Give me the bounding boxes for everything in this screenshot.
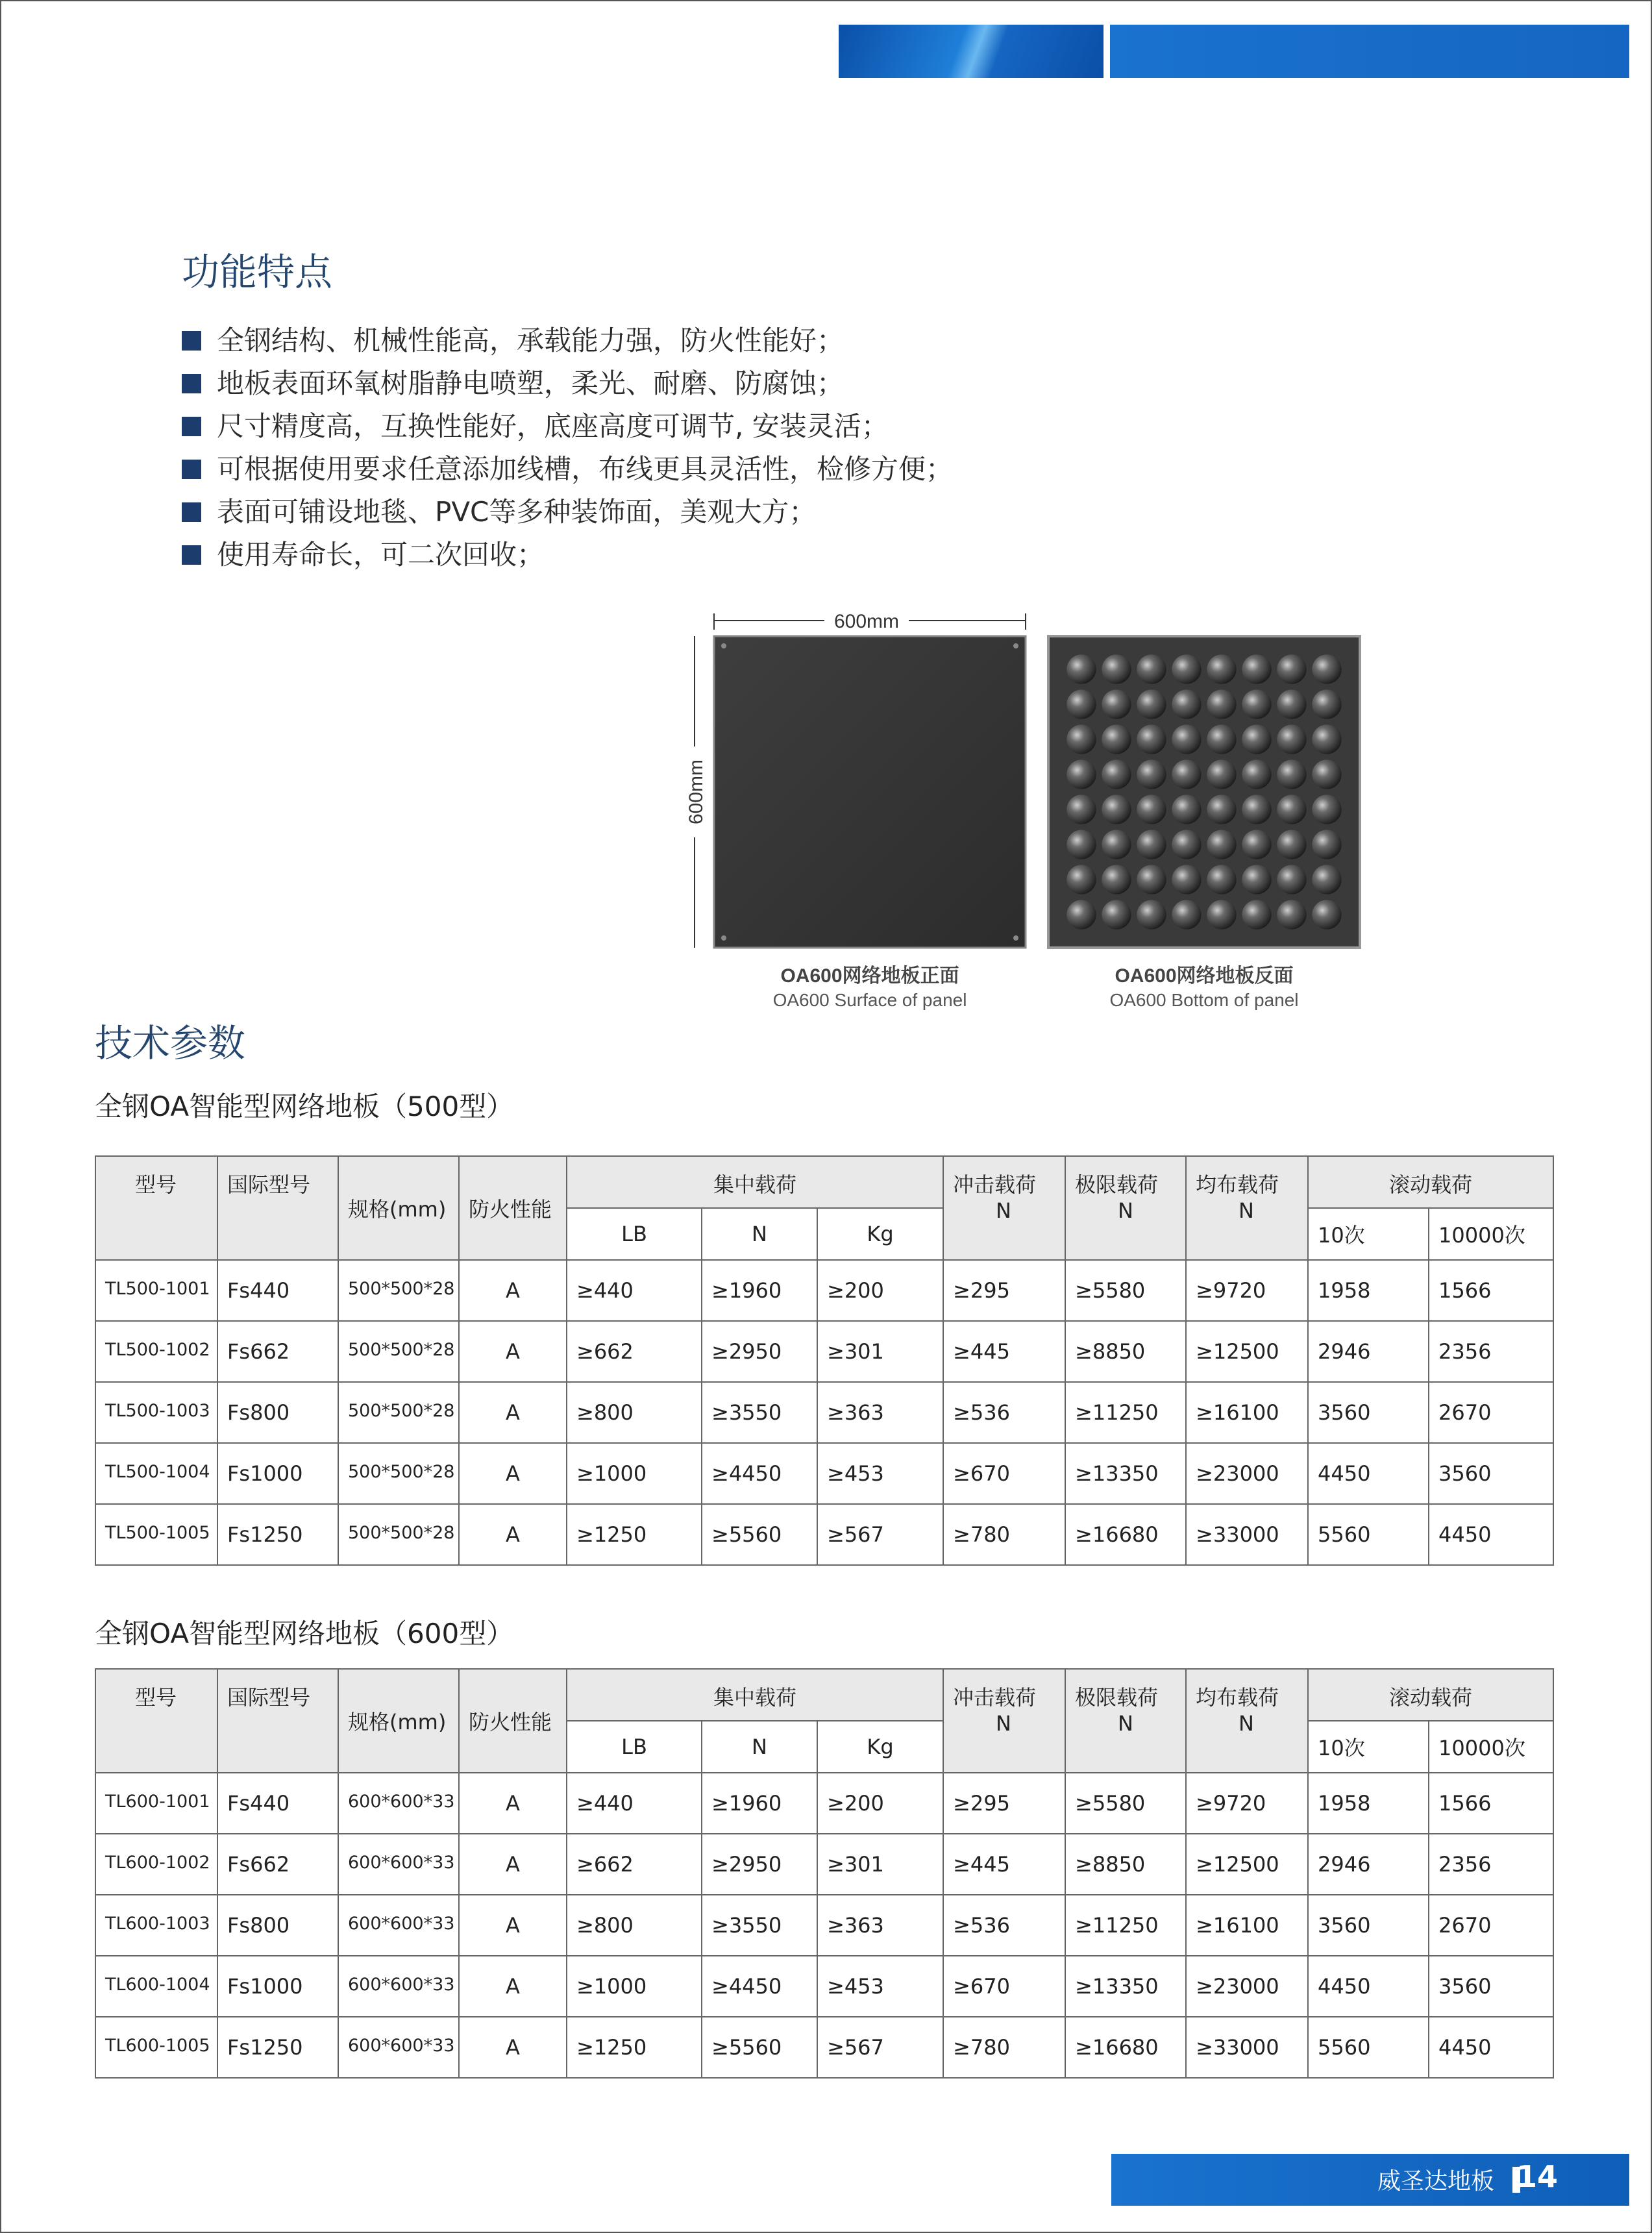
table-cell: Fs662 <box>217 1834 338 1895</box>
table-cell: ≥1000 <box>567 1443 702 1504</box>
table-cell: ≥33000 <box>1186 1504 1308 1565</box>
header-n: N <box>702 1721 817 1773</box>
table-cell: 4450 <box>1429 1504 1553 1565</box>
table-cell: ≥567 <box>817 2017 943 2078</box>
feature-item <box>182 405 953 448</box>
table-cell: ≥5560 <box>702 1504 817 1565</box>
footer-brand: 威圣达地板 <box>1377 2168 1494 2195</box>
table-cell: 500*500*28 <box>338 1443 459 1504</box>
support-cup <box>1312 724 1341 754</box>
table-cell: ≥662 <box>567 1834 702 1895</box>
support-cup <box>1312 865 1341 894</box>
support-cup <box>1242 724 1271 754</box>
table-row <box>95 1834 1553 1895</box>
feature-text: 使用寿命长，可二次回收； <box>217 539 545 571</box>
support-cup <box>1172 724 1201 754</box>
support-cup <box>1102 900 1131 929</box>
header-fire: 防火性能 <box>459 1669 567 1773</box>
table-cell: A <box>459 1504 567 1565</box>
table-cell: 600*600*33 <box>338 1956 459 2017</box>
header-uniform-load: 均布载荷 N <box>1186 1156 1308 1260</box>
support-cup <box>1172 654 1201 684</box>
support-cup <box>1277 689 1306 719</box>
table-cell: ≥11250 <box>1065 1895 1186 1956</box>
table-cell: ≥440 <box>567 1260 702 1321</box>
table-body <box>95 1260 1553 1565</box>
table-cell: TL600-1003 <box>95 1895 217 1956</box>
square-bullet-icon <box>182 502 201 522</box>
table-cell: ≥301 <box>817 1834 943 1895</box>
table-row <box>95 2017 1553 2078</box>
table-cell: TL500-1004 <box>95 1443 217 1504</box>
table-cell: ≥445 <box>943 1321 1065 1382</box>
header-ultimate-load: 极限载荷 N <box>1065 1669 1186 1773</box>
table-cell: ≥780 <box>943 2017 1065 2078</box>
support-cup <box>1207 830 1236 859</box>
square-bullet-icon <box>182 545 201 565</box>
header-stripe-left <box>839 25 1103 78</box>
support-cup <box>1242 654 1271 684</box>
table-row <box>95 1504 1553 1565</box>
table-cell: A <box>459 2017 567 2078</box>
table-cell: ≥3550 <box>702 1382 817 1443</box>
support-cup <box>1172 795 1201 824</box>
table-header-row <box>95 1669 1553 1721</box>
support-cup <box>1207 724 1236 754</box>
support-cup <box>1277 865 1306 894</box>
table-cell: ≥5580 <box>1065 1260 1186 1321</box>
table-cell: ≥1960 <box>702 1260 817 1321</box>
header-10-times: 10次 <box>1308 1721 1429 1773</box>
table-cell: ≥1000 <box>567 1956 702 2017</box>
table-cell: 500*500*28 <box>338 1321 459 1382</box>
table-cell: Fs1250 <box>217 2017 338 2078</box>
table-cell: A <box>459 1773 567 1834</box>
square-bullet-icon <box>182 417 201 436</box>
table-cell: 500*500*28 <box>338 1382 459 1443</box>
square-bullet-icon <box>182 374 201 393</box>
header-impact-load: 冲击载荷 N <box>943 1156 1065 1260</box>
table-cell: ≥9720 <box>1186 1773 1308 1834</box>
support-cup <box>1242 900 1271 929</box>
support-cup <box>1137 689 1166 719</box>
table-cell: Fs662 <box>217 1321 338 1382</box>
back-caption-en: OA600 Bottom of panel <box>1109 990 1299 1010</box>
table-cell: ≥1960 <box>702 1773 817 1834</box>
table-cell: Fs1250 <box>217 1504 338 1565</box>
table-cell: 500*500*28 <box>338 1260 459 1321</box>
feature-item <box>182 534 953 576</box>
table-header-row <box>95 1156 1553 1208</box>
table-cell: 2946 <box>1308 1321 1429 1382</box>
table-cell: ≥295 <box>943 1773 1065 1834</box>
table-row <box>95 1382 1553 1443</box>
front-caption-cn: OA600网络地板正面 <box>780 965 959 987</box>
support-cup <box>1066 724 1096 754</box>
support-cup <box>1066 759 1096 789</box>
support-cup <box>1207 654 1236 684</box>
table-cell: 2946 <box>1308 1834 1429 1895</box>
table-cell: 5560 <box>1308 1504 1429 1565</box>
table-cell: TL600-1001 <box>95 1773 217 1834</box>
header-ultimate-load: 极限载荷 N <box>1065 1156 1186 1260</box>
screw-icon <box>721 935 726 941</box>
table-cell: 4450 <box>1429 2017 1553 2078</box>
support-cup <box>1172 689 1201 719</box>
header-kg: Kg <box>817 1208 943 1260</box>
table-cell: TL500-1003 <box>95 1382 217 1443</box>
table-row <box>95 1321 1553 1382</box>
table-cell: ≥9720 <box>1186 1260 1308 1321</box>
feature-text: 全钢结构、机械性能高，承载能力强，防火性能好； <box>217 325 844 356</box>
table-cell: ≥670 <box>943 1443 1065 1504</box>
table-cell: ≥200 <box>817 1773 943 1834</box>
table-cell: ≥445 <box>943 1834 1065 1895</box>
table-row <box>95 1895 1553 1956</box>
feature-item <box>182 491 953 534</box>
table-cell: ≥13350 <box>1065 1956 1186 2017</box>
support-cup <box>1242 689 1271 719</box>
support-cup <box>1277 759 1306 789</box>
header-rolling-load: 滚动载荷 <box>1308 1156 1553 1208</box>
table-cell: ≥11250 <box>1065 1382 1186 1443</box>
table-cell: ≥800 <box>567 1895 702 1956</box>
support-cup <box>1102 759 1131 789</box>
table-row <box>95 1773 1553 1834</box>
support-cup <box>1242 830 1271 859</box>
header-stripe-right <box>1110 25 1629 78</box>
table-cell: ≥363 <box>817 1382 943 1443</box>
table-cell: 600*600*33 <box>338 1773 459 1834</box>
support-cup <box>1207 865 1236 894</box>
table-cell: Fs1000 <box>217 1956 338 2017</box>
support-cup <box>1066 795 1096 824</box>
table-cell: A <box>459 1834 567 1895</box>
table-body <box>95 1773 1553 2078</box>
support-cup <box>1172 900 1201 929</box>
table-cell: ≥23000 <box>1186 1956 1308 2017</box>
table-cell: ≥440 <box>567 1773 702 1834</box>
table-cell: A <box>459 1443 567 1504</box>
table-cell: 2670 <box>1429 1895 1553 1956</box>
header-impact-load: 冲击载荷 N <box>943 1669 1065 1773</box>
feature-text: 表面可铺设地毯、PVC等多种装饰面，美观大方； <box>217 496 817 528</box>
panel-front <box>714 636 1026 948</box>
support-cup <box>1207 689 1236 719</box>
header-kg: Kg <box>817 1721 943 1773</box>
feature-text: 尺寸精度高，互换性能好，底座高度可调节, 安装灵活； <box>217 410 889 442</box>
table-cell: ≥23000 <box>1186 1443 1308 1504</box>
table-cell: 500*500*28 <box>338 1504 459 1565</box>
support-cup <box>1172 865 1201 894</box>
support-cup <box>1102 654 1131 684</box>
feature-item <box>182 319 953 362</box>
table-cell: 2670 <box>1429 1382 1553 1443</box>
header-lb: LB <box>567 1721 702 1773</box>
table-cell: ≥4450 <box>702 1956 817 2017</box>
table-cell: ≥453 <box>817 1956 943 2017</box>
table-cell: ≥5580 <box>1065 1773 1186 1834</box>
support-cup <box>1066 689 1096 719</box>
table-cell: TL600-1004 <box>95 1956 217 2017</box>
support-cup <box>1137 795 1166 824</box>
panel-figure <box>669 584 1370 1032</box>
support-cup <box>1137 654 1166 684</box>
width-label: 600mm <box>833 611 900 632</box>
table-cell: TL500-1002 <box>95 1321 217 1382</box>
table-cell: 1566 <box>1429 1773 1553 1834</box>
table-cell: ≥16680 <box>1065 1504 1186 1565</box>
support-cup <box>1066 865 1096 894</box>
header-n: N <box>702 1208 817 1260</box>
table-cell: Fs440 <box>217 1260 338 1321</box>
footer-bar <box>1111 2154 1629 2206</box>
table-cell: ≥12500 <box>1186 1834 1308 1895</box>
table-cell: TL600-1002 <box>95 1834 217 1895</box>
support-cup <box>1137 830 1166 859</box>
header-10000-times: 10000次 <box>1429 1208 1553 1260</box>
spec-table-600 <box>95 1668 1554 2079</box>
support-cup <box>1277 830 1306 859</box>
table-cell: Fs800 <box>217 1895 338 1956</box>
header-model: 型号 <box>95 1669 217 1773</box>
table-cell: TL500-1001 <box>95 1260 217 1321</box>
support-cup <box>1137 865 1166 894</box>
table-cell: ≥4450 <box>702 1443 817 1504</box>
support-cup <box>1172 830 1201 859</box>
table-600-title: 全钢OA智能型网络地板（600型） <box>95 1618 514 1649</box>
square-bullet-icon <box>182 460 201 479</box>
table-cell: ≥363 <box>817 1895 943 1956</box>
support-cup <box>1242 865 1271 894</box>
table-cell: 3560 <box>1308 1382 1429 1443</box>
table-cell: A <box>459 1260 567 1321</box>
header-10-times: 10次 <box>1308 1208 1429 1260</box>
support-cup <box>1207 900 1236 929</box>
table-cell: ≥295 <box>943 1260 1065 1321</box>
table-cell: ≥2950 <box>702 1834 817 1895</box>
header-concentrated-load: 集中载荷 <box>567 1669 943 1721</box>
table-cell: 2356 <box>1429 1834 1553 1895</box>
header-rolling-load: 滚动载荷 <box>1308 1669 1553 1721</box>
back-caption-cn: OA600网络地板反面 <box>1115 965 1294 987</box>
table-cell: ≥301 <box>817 1321 943 1382</box>
table-cell: Fs800 <box>217 1382 338 1443</box>
front-caption-en: OA600 Surface of panel <box>772 990 967 1010</box>
table-cell: 2356 <box>1429 1321 1553 1382</box>
square-bullet-icon <box>182 331 201 351</box>
table-cell: ≥12500 <box>1186 1321 1308 1382</box>
support-cup <box>1312 654 1341 684</box>
table-cell: ≥780 <box>943 1504 1065 1565</box>
support-cup <box>1137 759 1166 789</box>
screw-icon <box>1013 643 1018 648</box>
table-cell: 600*600*33 <box>338 2017 459 2078</box>
panel-back <box>1048 636 1360 948</box>
support-cup <box>1066 654 1096 684</box>
support-cup <box>1102 795 1131 824</box>
support-cup <box>1207 759 1236 789</box>
table-cell: 1566 <box>1429 1260 1553 1321</box>
support-cup <box>1102 724 1131 754</box>
feature-item <box>182 362 953 405</box>
table-cell: ≥670 <box>943 1956 1065 2017</box>
table-cell: ≥16680 <box>1065 2017 1186 2078</box>
table-cell: TL500-1005 <box>95 1504 217 1565</box>
table-cell: ≥8850 <box>1065 1321 1186 1382</box>
support-cup <box>1242 759 1271 789</box>
support-cup <box>1312 795 1341 824</box>
support-cup <box>1312 689 1341 719</box>
support-cup <box>1312 830 1341 859</box>
height-label: 600mm <box>685 759 707 825</box>
support-cup <box>1137 724 1166 754</box>
table-cell: 3560 <box>1429 1956 1553 2017</box>
table-cell: ≥16100 <box>1186 1895 1308 1956</box>
screw-icon <box>721 643 726 648</box>
support-cup <box>1066 900 1096 929</box>
table-cell: TL600-1005 <box>95 2017 217 2078</box>
table-row <box>95 1443 1553 1504</box>
support-cup <box>1242 795 1271 824</box>
support-cup <box>1102 830 1131 859</box>
table-cell: ≥33000 <box>1186 2017 1308 2078</box>
support-cup <box>1102 865 1131 894</box>
table-cell: ≥13350 <box>1065 1443 1186 1504</box>
table-row <box>95 1956 1553 2017</box>
table-cell: ≥8850 <box>1065 1834 1186 1895</box>
table-cell: A <box>459 1895 567 1956</box>
table-cell: Fs440 <box>217 1773 338 1834</box>
features-title: 功能特点 <box>182 250 333 294</box>
table-cell: ≥5560 <box>702 2017 817 2078</box>
table-row <box>95 1260 1553 1321</box>
table-cell: Fs1000 <box>217 1443 338 1504</box>
table-cell: 3560 <box>1429 1443 1553 1504</box>
table-500-title: 全钢OA智能型网络地板（500型） <box>95 1091 514 1122</box>
header-10000-times: 10000次 <box>1429 1721 1553 1773</box>
table-cell: 3560 <box>1308 1895 1429 1956</box>
table-cell: 600*600*33 <box>338 1895 459 1956</box>
table-cell: ≥3550 <box>702 1895 817 1956</box>
table-cell: ≥536 <box>943 1895 1065 1956</box>
table-cell: 4450 <box>1308 1956 1429 2017</box>
table-cell: ≥453 <box>817 1443 943 1504</box>
support-cup <box>1207 795 1236 824</box>
support-cup <box>1277 724 1306 754</box>
support-cup <box>1137 900 1166 929</box>
table-cell: 4450 <box>1308 1443 1429 1504</box>
table-cell: 5560 <box>1308 2017 1429 2078</box>
table-cell: ≥536 <box>943 1382 1065 1443</box>
header-lb: LB <box>567 1208 702 1260</box>
support-cup <box>1312 900 1341 929</box>
feature-text: 地板表面环氧树脂静电喷塑，柔光、耐磨、防腐蚀； <box>217 367 844 399</box>
support-cup <box>1066 830 1096 859</box>
screw-icon <box>1013 935 1018 941</box>
table-cell: A <box>459 1321 567 1382</box>
support-cup <box>1277 795 1306 824</box>
features-list <box>182 319 953 576</box>
header-fire: 防火性能 <box>459 1156 567 1260</box>
support-cup <box>1277 900 1306 929</box>
page-number: 14 <box>1516 2159 1558 2194</box>
header-model: 型号 <box>95 1156 217 1260</box>
header-spec: 规格(mm) <box>338 1669 459 1773</box>
tech-title: 技术参数 <box>95 1021 246 1065</box>
support-cup <box>1172 759 1201 789</box>
table-cell: ≥1250 <box>567 1504 702 1565</box>
table-cell: ≥567 <box>817 1504 943 1565</box>
feature-item <box>182 448 953 491</box>
table-cell: ≥16100 <box>1186 1382 1308 1443</box>
header-intl-model: 国际型号 <box>217 1156 338 1260</box>
table-cell: A <box>459 1382 567 1443</box>
support-cup <box>1102 689 1131 719</box>
header-concentrated-load: 集中载荷 <box>567 1156 943 1208</box>
table-cell: A <box>459 1956 567 2017</box>
header-uniform-load: 均布载荷 N <box>1186 1669 1308 1773</box>
table-cell: ≥2950 <box>702 1321 817 1382</box>
table-cell: ≥1250 <box>567 2017 702 2078</box>
feature-text: 可根据使用要求任意添加线槽，布线更具灵活性，检修方便； <box>217 453 954 485</box>
spec-table-500 <box>95 1155 1554 1566</box>
table-cell: ≥200 <box>817 1260 943 1321</box>
header-intl-model: 国际型号 <box>217 1669 338 1773</box>
support-cup <box>1312 759 1341 789</box>
support-cup <box>1277 654 1306 684</box>
header-spec: 规格(mm) <box>338 1156 459 1260</box>
table-cell: 1958 <box>1308 1260 1429 1321</box>
table-cell: 600*600*33 <box>338 1834 459 1895</box>
table-cell: 1958 <box>1308 1773 1429 1834</box>
table-cell: ≥800 <box>567 1382 702 1443</box>
table-cell: ≥662 <box>567 1321 702 1382</box>
